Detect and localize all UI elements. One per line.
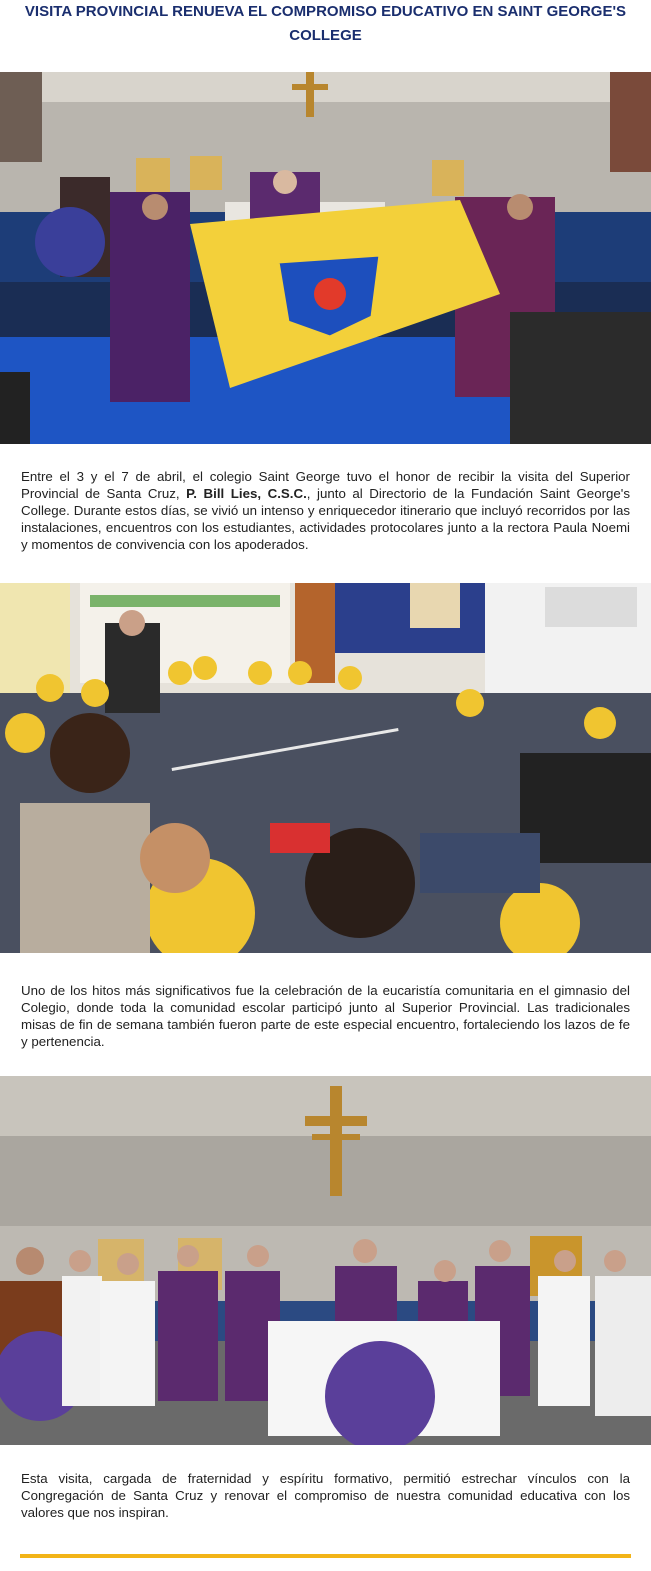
photo-flag-ceremony (0, 72, 651, 444)
paragraph-1: Entre el 3 y el 7 de abril, el colegio Saint George tuvo el honor de recibir la visita del Superior Provincial de Santa Cruz, P. Bill Lies, C.S.C., junto al Directorio de la Fundación Saint George's College. Durante estos días, se vivió un intenso y enriquecedor itinerario que incluyó recorridos por las instalaciones, encuentros con los estudiantes, actividades protocolares junto a la rectora Paula Noemi y momentos de convivencia con los apoderados. (21, 469, 630, 552)
paragraph-3: Esta visita, cargada de fraternidad y espíritu formativo, permitió estrechar vínculos con la Congregación de Santa Cruz y renovar el compromiso de nuestra comunidad educativa con los valores que nos inspiran. (21, 1471, 630, 1520)
photo-students-circle (0, 583, 651, 953)
photo-mass-altar (0, 1076, 651, 1445)
footer-divider (20, 1554, 631, 1558)
superior-name: P. Bill Lies, C.S.C. (186, 486, 307, 501)
paragraph-2: Uno de los hitos más significativos fue la celebración de la eucaristía comunitaria en el gimnasio del Colegio, donde toda la comunidad escolar participó junto al Superior Provincial. Las tradicionales misas de fin de semana también fueron parte de este especial encuentro, fortaleciendo los lazos de fe y pertenencia. (21, 983, 630, 1049)
article-title: VISITA PROVINCIAL RENUEVA EL COMPROMISO EDUCATIVO EN SAINT GEORGE'S COLLEGE (24, 3, 627, 44)
